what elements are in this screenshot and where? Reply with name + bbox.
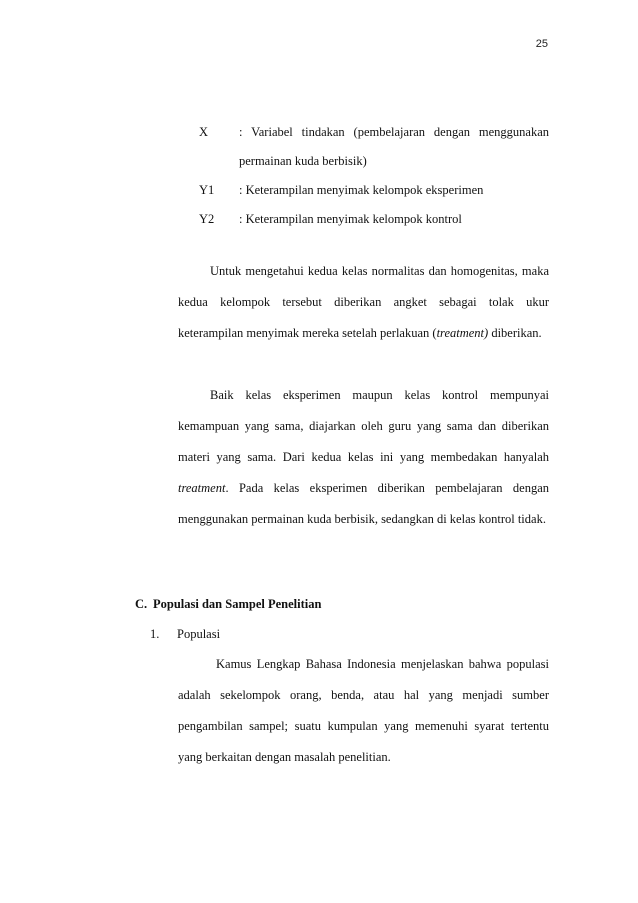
definition-symbol: Y2 (199, 212, 215, 226)
definition-text-line2: permainan kuda berbisik) (239, 154, 367, 168)
section-title: Populasi dan Sampel Penelitian (153, 597, 322, 611)
definition-text-line1: : Variabel tindakan (pembelajaran dengan menggunakan (239, 125, 549, 139)
italic-term: treatment (178, 481, 226, 495)
subsection-number: 1. (150, 627, 160, 641)
variable-definitions (199, 118, 549, 234)
definition-y1 (199, 176, 549, 205)
paragraph-population: Kamus Lengkap Bahasa Indonesia menjelaskan bahwa populasi adalah sekelompok orang, benda, atau hal yang menjadi sumber pengambilan sampel; suatu kumpulan yang memenuhi syarat tertentu yang berkaitan dengan masalah penelitian. (178, 657, 549, 764)
definition-symbol: X (199, 125, 209, 139)
definition-x (199, 118, 549, 176)
definition-text: : Keterampilan menyimak kelompok kontrol (239, 212, 462, 226)
page-number: 25 (535, 38, 548, 50)
section-heading (135, 594, 321, 614)
section-label: C. (135, 597, 148, 611)
italic-term: treatment) (436, 326, 489, 340)
subsection-heading (150, 624, 220, 644)
definition-y2 (199, 205, 549, 234)
definition-symbol: Y1 (199, 183, 215, 197)
definition-text: : Keterampilan menyimak kelompok eksperimen (239, 183, 484, 197)
paragraph-class-comparison: Baik kelas eksperimen maupun kelas kontrol mempunyai kemampuan yang sama, diajarkan oleh guru yang sama dan diberikan materi yang sama. Dari kedua kelas ini yang membedakan hanyalah treatment. Pada kelas eksperimen diberikan pembelajaran dengan menggunakan permainan kuda berbisik, sedangkan di kelas kontrol tidak. (178, 388, 549, 526)
paragraph-normality: Untuk mengetahui kedua kelas normalitas dan homogenitas, maka kedua kelompok tersebut diberikan angket sebagai tolak ukur keterampilan menyimak mereka setelah perlakuan (treatment) diberikan. (178, 264, 549, 340)
subsection-title: Populasi (177, 627, 221, 641)
